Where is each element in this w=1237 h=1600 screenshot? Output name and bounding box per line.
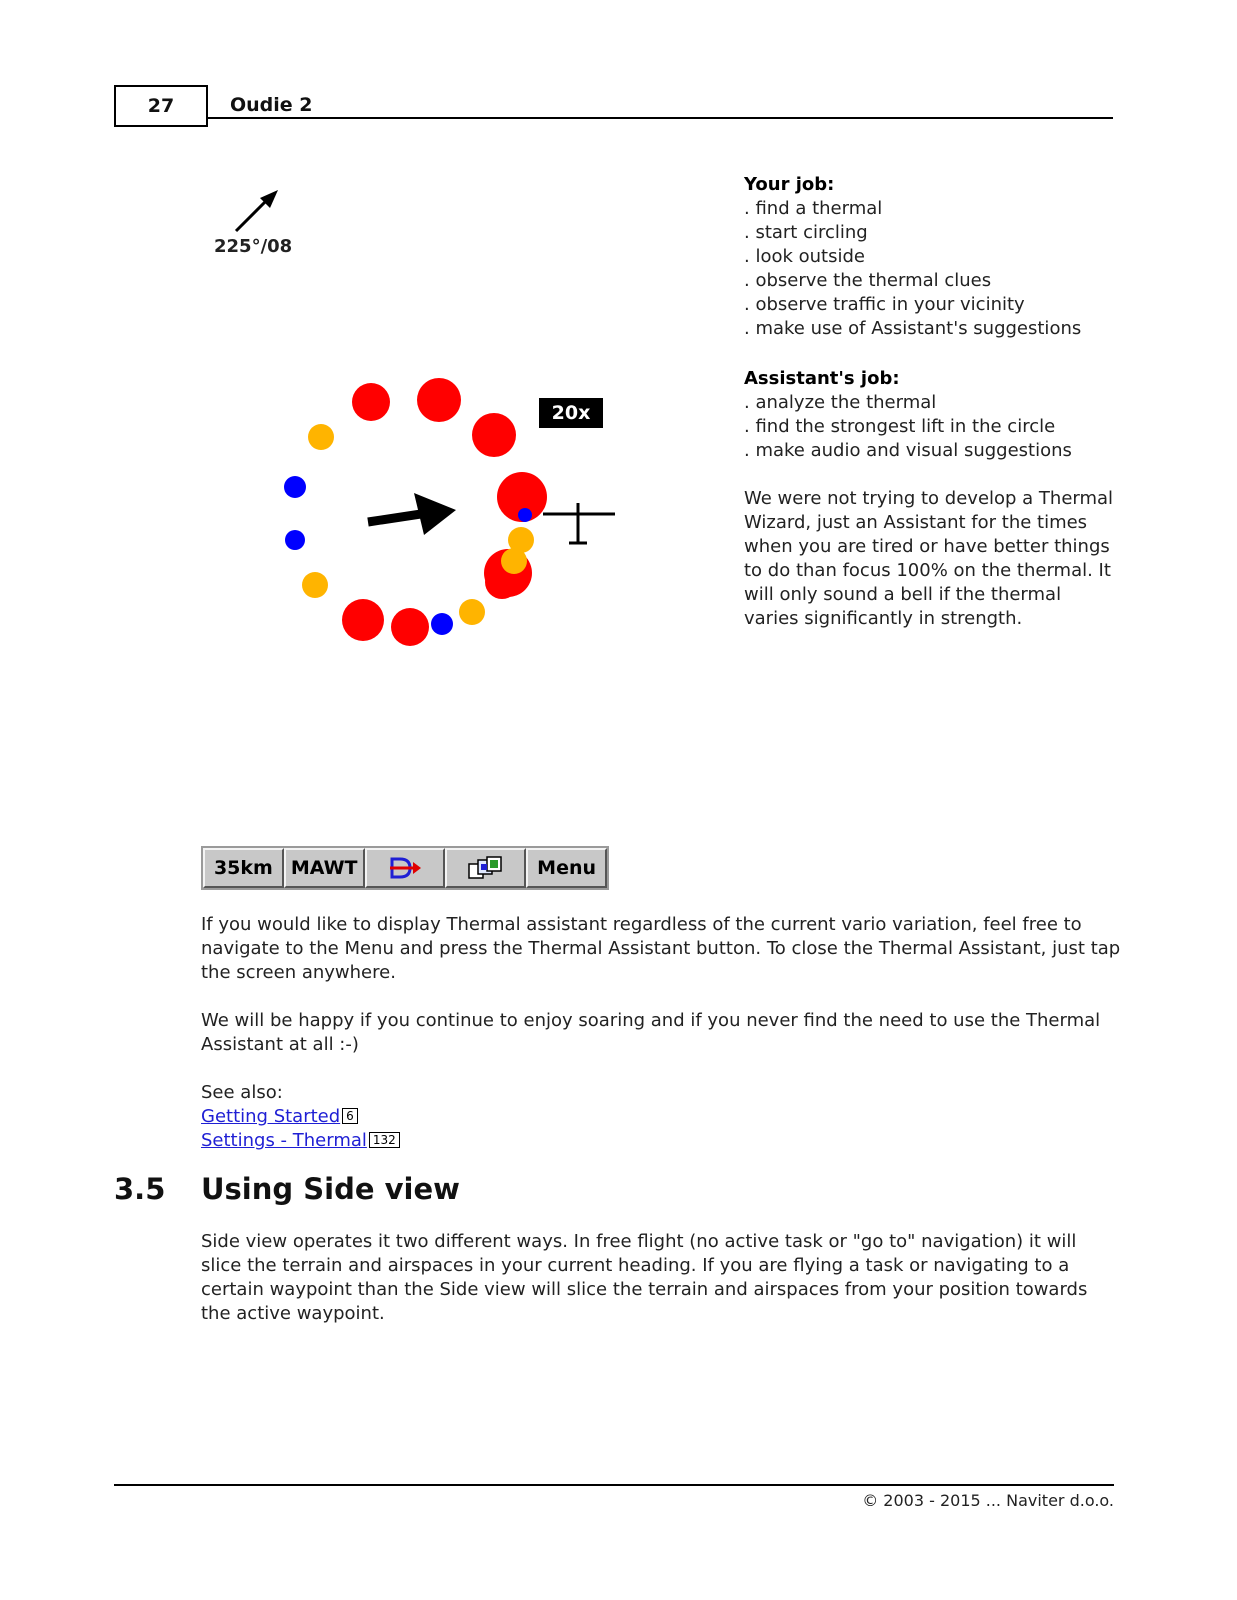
- side-view-paragraph: Side view operates it two different ways. In free flight (no active task or "go to" navigation) it will slice the terrain and airspaces in your current heading. If you are flying a task or navigating to a certain waypoint than the Side view will slice the terrain and airspaces from your position towards the active waypoint.: [201, 1231, 1088, 1324]
- display-paragraph: If you would like to display Thermal assistant regardless of the current vario variation, feel free to navigate to the Menu and press the Thermal Assistant button. To close the Thermal Assistant, just tap the screen anywhere.: [201, 914, 1121, 983]
- windows-button[interactable]: [445, 848, 526, 888]
- list-item: . observe traffic in your vicinity: [744, 294, 1025, 315]
- strong-lift-dot: [342, 599, 384, 641]
- list-item: . look outside: [744, 246, 865, 267]
- page-reference: 132: [369, 1132, 400, 1148]
- getting-started-link[interactable]: Getting Started: [201, 1106, 341, 1127]
- happy-paragraph: We will be happy if you continue to enjoy soaring and if you never find the need to use the Thermal Assistant at all :-): [201, 1010, 1101, 1055]
- list-item: . find the strongest lift in the circle: [744, 416, 1056, 437]
- settings-thermal-link[interactable]: Settings - Thermal: [201, 1130, 367, 1151]
- medium-lift-dot: [302, 572, 328, 598]
- assistant-job-section: [744, 367, 1072, 463]
- your-job-section: [744, 173, 1081, 341]
- see-also-label: See also:: [201, 1082, 283, 1103]
- direction-arrow-icon: [368, 493, 456, 535]
- footer-divider: [114, 1484, 1114, 1486]
- your-job-heading: Your job:: [744, 174, 835, 195]
- goto-button[interactable]: [365, 848, 446, 888]
- medium-lift-dot: [501, 548, 527, 574]
- header-title: Oudie 2: [230, 94, 313, 116]
- wind-arrow-icon: [236, 190, 278, 231]
- assistant-job-heading: Assistant's job:: [744, 368, 900, 389]
- see-also-link-row: [201, 1105, 1121, 1129]
- strong-lift-dot: [391, 608, 429, 646]
- distance-button[interactable]: 35km: [203, 848, 284, 888]
- mawt-button[interactable]: MAWT: [284, 848, 365, 888]
- list-item: . make audio and visual suggestions: [744, 440, 1072, 461]
- list-item: . start circling: [744, 222, 868, 243]
- sink-dot: [285, 530, 305, 550]
- strong-lift-dot: [352, 383, 390, 421]
- list-item: . analyze the thermal: [744, 392, 937, 413]
- wind-label: 225°/08: [214, 236, 293, 257]
- section-number: 3.5: [114, 1172, 166, 1206]
- medium-lift-dot: [308, 424, 334, 450]
- medium-lift-dot: [459, 599, 485, 625]
- zoom-badge: 20x: [539, 398, 603, 428]
- section-title: Using Side view: [201, 1172, 460, 1206]
- footer-copyright: © 2003 - 2015 ... Naviter d.o.o.: [862, 1491, 1114, 1510]
- page-number: 27: [114, 85, 208, 127]
- list-item: . observe the thermal clues: [744, 270, 992, 291]
- strong-lift-dot: [472, 413, 516, 457]
- see-also-link-row: [201, 1129, 1121, 1153]
- see-also-section: [201, 1081, 1121, 1153]
- sink-dot: [518, 508, 532, 522]
- oudie-toolbar: [201, 846, 609, 890]
- sink-dot: [284, 476, 306, 498]
- glider-icon: [543, 503, 615, 543]
- strong-lift-dot: [417, 378, 461, 422]
- goto-icon: [388, 856, 422, 880]
- wizard-paragraph: We were not trying to develop a Thermal Wizard, just an Assistant for the times when you are tired or have better things to do than focus 100% on the thermal. It will only sound a bell if the thermal varies significantly in strength.: [744, 488, 1114, 629]
- page-reference: 6: [342, 1108, 358, 1124]
- sink-dot: [431, 613, 453, 635]
- menu-button[interactable]: Menu: [526, 848, 607, 888]
- list-item: . find a thermal: [744, 198, 883, 219]
- list-item: . make use of Assistant's suggestions: [744, 318, 1082, 339]
- windows-icon: [466, 855, 506, 881]
